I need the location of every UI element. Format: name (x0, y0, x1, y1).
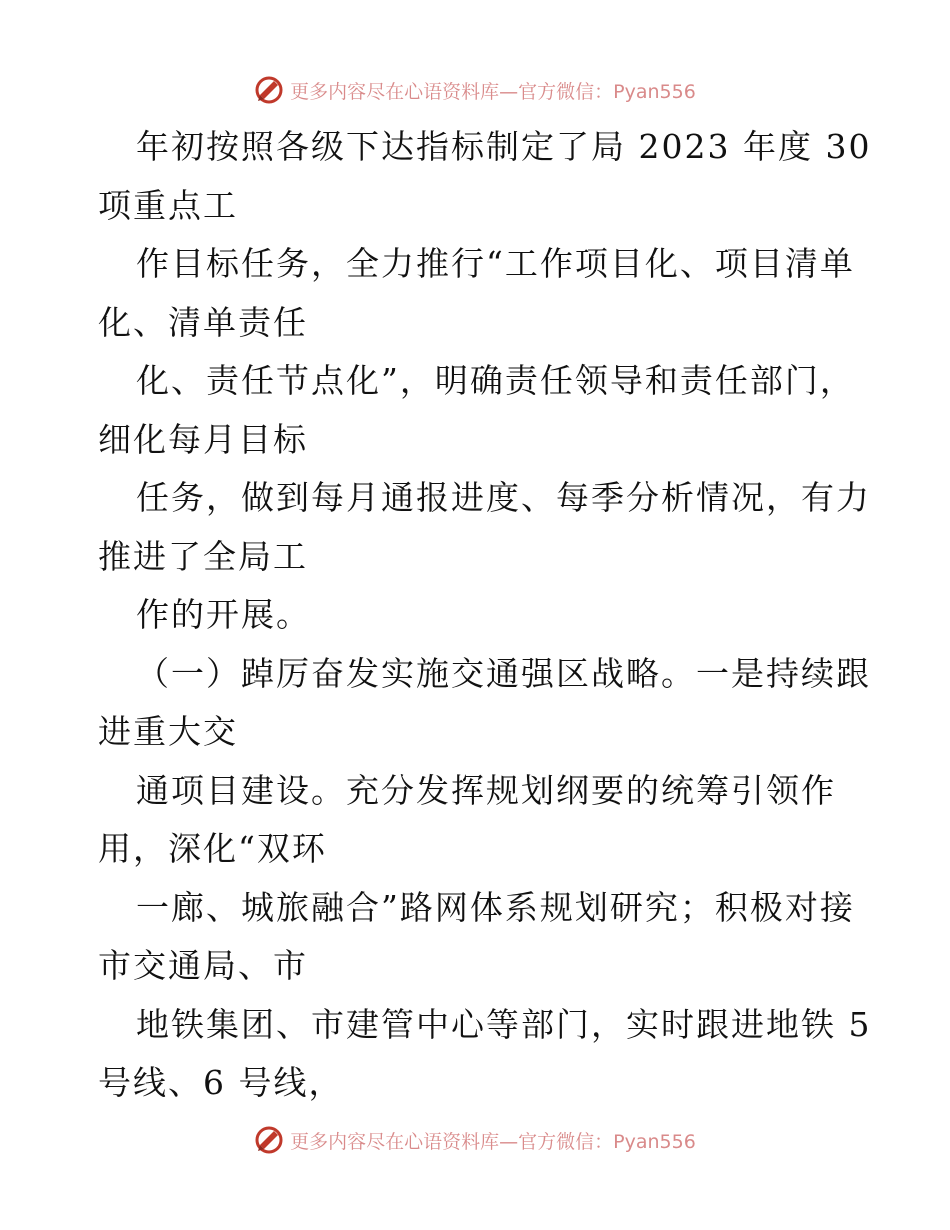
document-body (98, 118, 872, 1113)
text-line: 化、责任节点化”，明确责任领导和责任部门， (136, 361, 855, 400)
text-line: 作的开展。 (136, 595, 311, 634)
text-line: 用，深化“双环 (98, 829, 327, 868)
text-line: 作目标任务，全力推行“工作项目化、项目清单 (136, 244, 855, 283)
text-line: 任务，做到每月通报进度、每季分析情况，有力 (136, 478, 871, 517)
text-line: 化、清单责任 (98, 302, 308, 342)
text-line: 项重点工 (98, 185, 238, 225)
header-watermark (0, 70, 950, 110)
text-line: 号线、6 号线， (98, 1063, 344, 1102)
pen-logo-icon (254, 1125, 284, 1155)
text-line: 细化每月目标 (98, 419, 308, 459)
text-line: 通项目建设。充分发挥规划纲要的统筹引领作 (136, 770, 836, 810)
text-line: 一廊、城旅融合”路网体系规划研究；积极对接 (136, 887, 855, 927)
text-line: 进重大交 (98, 712, 238, 751)
text-line: 地铁集团、市建管中心等部门，实时跟进地铁 5 (136, 1004, 872, 1044)
footer-watermark (0, 1120, 950, 1160)
watermark-text: 更多内容尽在心语资料库—官方微信：Pyan556 (290, 80, 696, 103)
text-line: （一）踔厉奋发实施交通强区战略。一是持续跟 (136, 653, 871, 693)
text-line: 年初按照各级下达指标制定了局 2023 年度 30 (136, 127, 872, 166)
pen-logo-icon (254, 75, 284, 105)
text-line: 市交通局、市 (98, 946, 308, 985)
text-line: 推进了全局工 (98, 536, 308, 576)
watermark-text: 更多内容尽在心语资料库—官方微信：Pyan556 (290, 1130, 696, 1153)
